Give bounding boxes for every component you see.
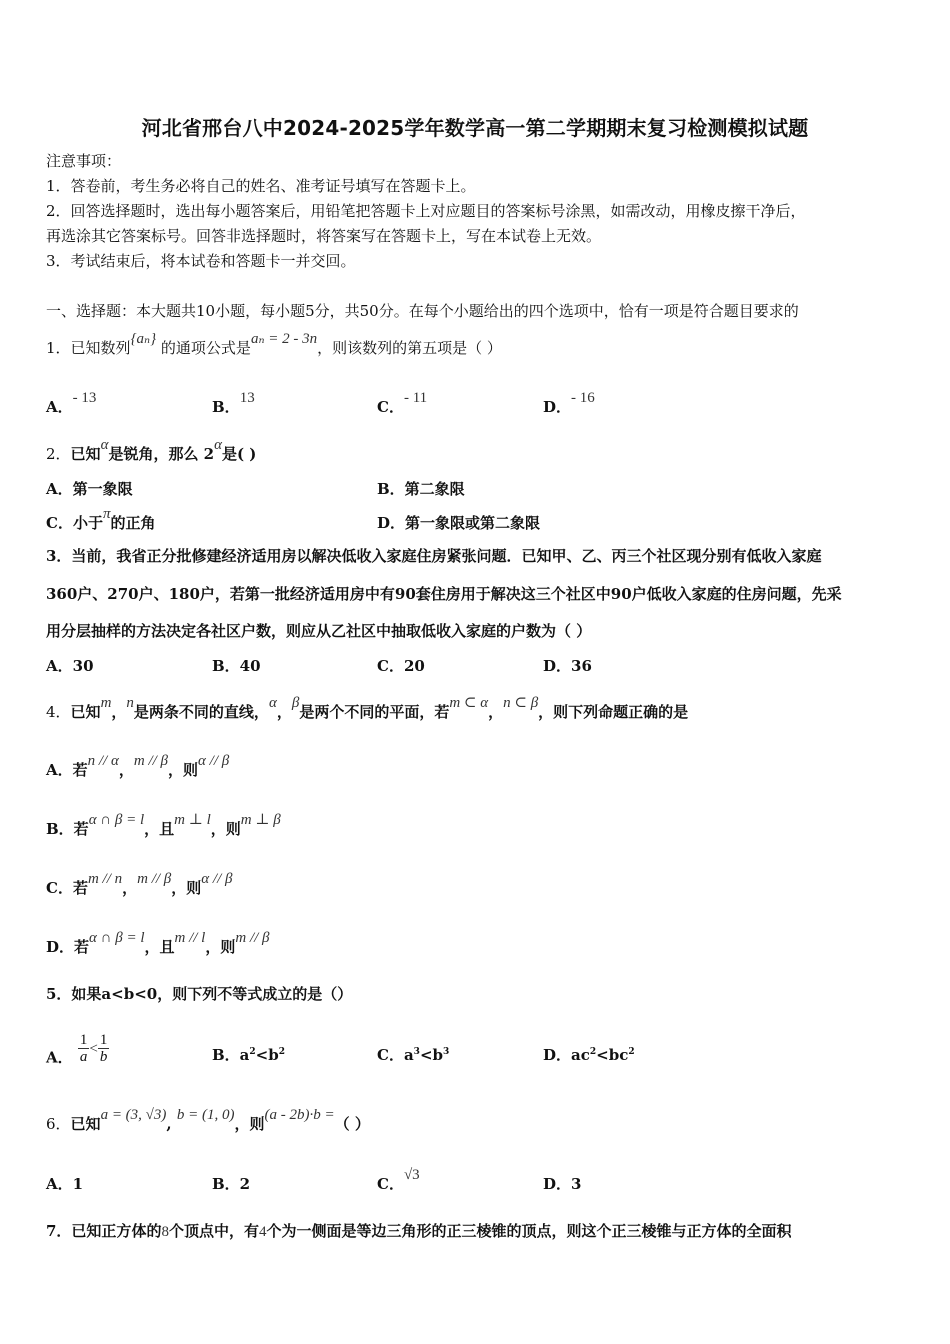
section-heading: 一、选择题：本大题共10小题，每小题5分，共50分。在每个小题给出的四个选项中，恰有一项是符合题目要求的	[46, 302, 799, 320]
q2-option-b[interactable]: B．第二象限	[377, 480, 465, 498]
question-7: 7．已知正方体的8个顶点中，有4个为一侧面是等边三角形的正三棱锥的顶点，则这个正三棱锥与正方体的全面积	[46, 1222, 792, 1240]
notice-item-3: 3．考试结束后，将本试卷和答题卡一并交回。	[46, 252, 356, 270]
q1-option-a[interactable]: A．- 13	[46, 390, 97, 416]
fraction-1-over-b: $\frac{1}{b}$	[99, 1032, 108, 1065]
q6-option-d[interactable]: D．3	[543, 1175, 582, 1193]
notice-item-2a: 2．回答选择题时，选出每小题答案后，用铅笔把答题卡上对应题目的答案标号涂黑，如需改动，用橡皮擦干净后，	[46, 202, 806, 220]
q3-option-d[interactable]: D．36	[543, 657, 592, 675]
question-3-line-2: 360户、270户、180户，若第一批经济适用房中有90套住房用于解决这三个社区中90户低收入家庭的住房问题，先采	[46, 585, 842, 603]
q6-option-c[interactable]: C．√3	[377, 1167, 420, 1193]
notice-item-2b: 再选涂其它答案标号。回答非选择题时，将答案写在答题卡上，写在本试卷上无效。	[46, 227, 602, 245]
question-1: 1．已知数列{aₙ} 的通项公式是aₙ = 2 - 3n，则该数列的第五项是（ ）	[46, 331, 502, 357]
q3-option-a[interactable]: A．30	[46, 657, 94, 675]
page-title: 河北省邢台八中2024-2025学年数学高一第二学期期末复习检测模拟试题	[141, 116, 809, 140]
q1-option-c[interactable]: C．- 11	[377, 390, 428, 416]
q3-option-b[interactable]: B．40	[212, 657, 261, 675]
q3-option-c[interactable]: C．20	[377, 657, 425, 675]
question-6: 6．已知a = (3, √3), b = (1, 0)，则(a - 2b)·b =（ ）	[46, 1107, 370, 1133]
question-2: 2．已知α是锐角，那么 2α是( )	[46, 437, 257, 463]
q4-option-d[interactable]: D．若α ∩ β = l，且m // l，则m // β	[46, 930, 270, 956]
q5-option-c[interactable]: C．$a^3<b^3$	[377, 1046, 450, 1064]
q5-option-a[interactable]: A． $\frac{1}{a}$ < $\frac{1}{b}$	[46, 1032, 108, 1067]
q1-option-d[interactable]: D．- 16	[543, 390, 595, 416]
seq-formula: {aₙ}	[130, 331, 157, 347]
notice-item-1: 1．答卷前，考生务必将自己的姓名、准考证号填写在答题卡上。	[46, 177, 476, 195]
q2-option-d[interactable]: D．第一象限或第二象限	[377, 514, 541, 532]
q4-option-b[interactable]: B．若α ∩ β = l，且m ⊥ l，则m ⊥ β	[46, 812, 281, 838]
notice-heading: 注意事项：	[46, 152, 122, 170]
general-term-formula: aₙ = 2 - 3n	[250, 331, 318, 347]
q2-option-c[interactable]: C．小于π的正角	[46, 506, 156, 532]
q4-option-c[interactable]: C．若m // n，m // β，则α // β	[46, 871, 233, 897]
question-3-line-3: 用分层抽样的方法决定各社区户数，则应从乙社区中抽取低收入家庭的户数为（ ）	[46, 622, 592, 640]
q6-option-b[interactable]: B．2	[212, 1175, 251, 1193]
q6-option-a[interactable]: A．1	[46, 1175, 84, 1193]
question-3-line-1: 3．当前，我省正分批修建经济适用房以解决低收入家庭住房紧张问题．已知甲、乙、丙三个社区现分别有低收入家庭	[46, 547, 822, 565]
q5-option-b[interactable]: B．$a^2<b^2$	[212, 1046, 285, 1064]
question-5: 5．如果a<b<0，则下列不等式成立的是（）	[46, 985, 353, 1003]
q2-option-a[interactable]: A．第一象限	[46, 480, 133, 498]
q4-option-a[interactable]: A．若n // α，m // β，则α // β	[46, 753, 230, 779]
q1-option-b[interactable]: B．13	[212, 390, 255, 416]
q5-option-d[interactable]: D．$ac^2<bc^2$	[543, 1046, 635, 1064]
question-4: 4．已知m，n是两条不同的直线，α，β是两个不同的平面，若m ⊂ α，n ⊂ β，则下列命题正确的是	[46, 695, 689, 721]
fraction-1-over-a: $\frac{1}{a}$	[79, 1032, 88, 1065]
